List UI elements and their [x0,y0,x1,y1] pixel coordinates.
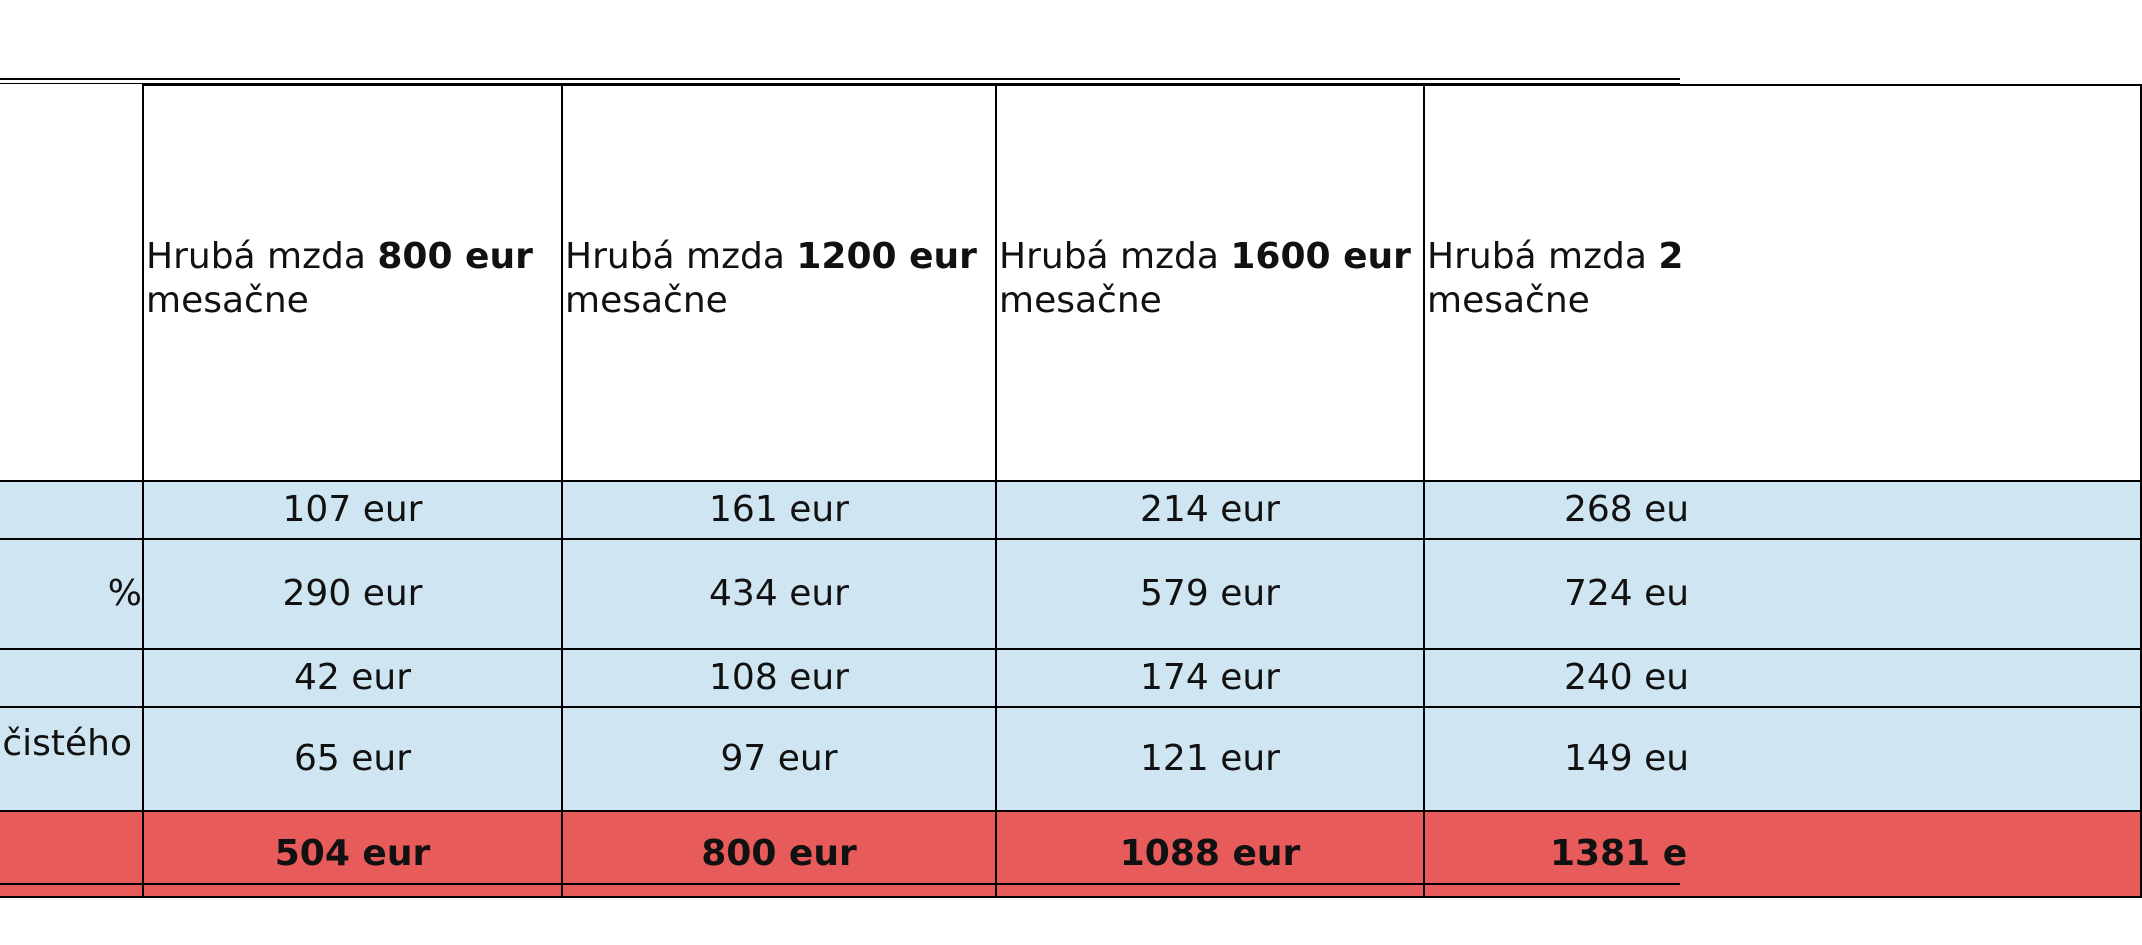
header-cell-2000 [1424,85,2141,481]
table-cell: 107 eur [143,481,562,539]
table-row [0,539,2141,649]
total-cell: 1381 e [1424,811,2141,897]
header-amount: 1600 eur [1230,236,1411,277]
table-cell: 149 eu [1424,707,2141,811]
table-cell: 121 eur [996,707,1424,811]
table-cell: 240 eu [1424,649,2141,707]
row-label: % [0,539,143,649]
total-cell: 800 eur [562,811,996,897]
total-cell: 1088 eur [996,811,1424,897]
header-cell-1200 [562,85,996,481]
table-cell: 434 eur [562,539,996,649]
header-suffix: mesačne [146,280,309,321]
header-prefix: Hrubá mzda [999,236,1219,277]
header-prefix: Hrubá mzda [565,236,785,277]
header-cell-800 [143,85,562,481]
table-cell: 65 eur [143,707,562,811]
header-corner-cell [0,85,143,481]
header-prefix: Hrubá mzda [1427,236,1647,277]
table-row [0,481,2141,539]
row-label: čistého [0,707,143,811]
header-amount: 1200 eur [796,236,977,277]
table-cell: 268 eu [1424,481,2141,539]
header-amount: 800 eur [377,236,533,277]
header-row [0,85,2141,481]
header-suffix: mesačne [565,280,728,321]
table-row [0,649,2141,707]
header-cell-1600 [996,85,1424,481]
table-row [0,707,2141,811]
bottom-rule [0,883,1680,885]
table-cell: 97 eur [562,707,996,811]
table-cell: 290 eur [143,539,562,649]
table-cell: 161 eur [562,481,996,539]
table-cell: 579 eur [996,539,1424,649]
top-rule [0,78,1680,80]
salary-table [0,84,2142,898]
table-cell: 174 eur [996,649,1424,707]
header-suffix: mesačne [1427,280,1590,321]
header-suffix: mesačne [999,280,1162,321]
table-cell: 108 eur [562,649,996,707]
table-cell: 214 eur [996,481,1424,539]
total-cell: 504 eur [143,811,562,897]
table-cell: 724 eu [1424,539,2141,649]
header-prefix: Hrubá mzda [146,236,366,277]
row-label [0,481,143,539]
row-label [0,649,143,707]
header-amount: 2 [1658,236,1684,277]
table-cell: 42 eur [143,649,562,707]
